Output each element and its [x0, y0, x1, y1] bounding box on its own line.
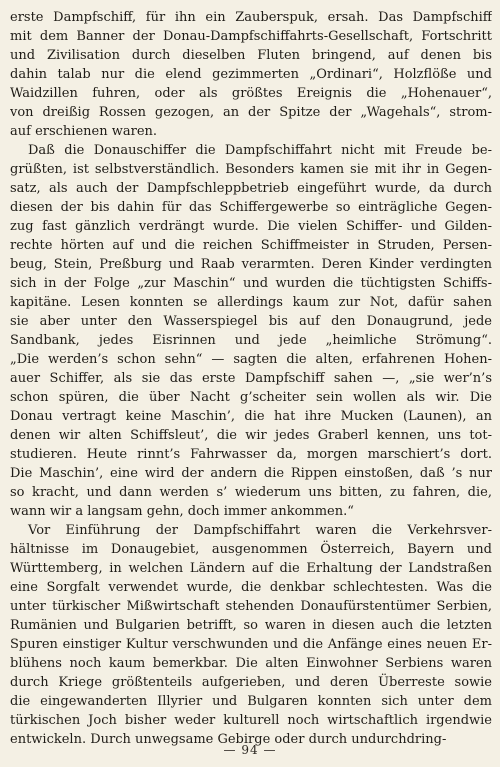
- text-line: Waidzillen fuhren, oder als größtes Ereignis die „Hohenauer“,: [10, 86, 492, 101]
- text-line: Vor Einführung der Dampfschiffahrt waren die Verkehrsver-: [28, 523, 492, 538]
- paragraph: [10, 8, 492, 141]
- text-line: so kracht, und dann werden s’ wiederum uns bitten, zu fahren, die,: [10, 485, 492, 500]
- text-line: von dreißig Rossen gezogen, an der Spitze der „Wagehals“, strom-: [10, 105, 492, 120]
- text-line: hältnisse im Donaugebiet, ausgenommen Österreich, Bayern und: [10, 542, 492, 557]
- text-line: grüßten, ist selbstverständlich. Besonders kamen sie mit ihr in Gegen-: [10, 162, 492, 177]
- text-line: Spuren einstiger Kultur verschwunden und die Anfänge eines neuen Er-: [10, 637, 492, 652]
- text-line: schon spüren, die über Nacht g’scheiter sein wollen als wir. Die: [10, 390, 492, 405]
- text-line: denen wir alten Schiffsleut’, die wir jedes Graberl kennen, uns tot-: [10, 428, 492, 443]
- text-line: sich in der Folge „zur Maschin“ und wurden die tüchtigsten Schiffs-: [10, 276, 492, 291]
- text-line: studieren. Heute rinnt’s Fahrwasser da, morgen marschiert’s dort.: [10, 447, 492, 462]
- text-line: mit dem Banner der Donau-Dampfschiffahrts-Gesellschaft, Fortschritt: [10, 29, 492, 44]
- text-line: türkischen Joch bisher weder kulturell noch wirtschaftlich irgendwie: [10, 713, 492, 728]
- text-line: entwickeln. Durch unwegsame Gebirge oder durch undurchdring-: [10, 732, 447, 747]
- text-line: Württemberg, in welchen Ländern auf die Erhaltung der Landstraßen: [10, 561, 492, 576]
- text-line: Daß die Donauschiffer die Dampfschiffahrt nicht mit Freude be-: [28, 143, 492, 158]
- text-line: „Die werden’s schon sehn“ — sagten die alten, erfahrenen Hohen-: [10, 352, 492, 367]
- text-line: eine Sorgfalt verwendet wurde, die denkbar schlechtesten. Was die: [10, 580, 492, 595]
- text-line: blühens noch kaum bemerkbar. Die alten Einwohner Serbiens waren: [10, 656, 492, 671]
- text-line: kapitäne. Lesen konnten se allerdings kaum zur Not, dafür sahen: [10, 295, 492, 310]
- text-line: durch Kriege größtenteils aufgerieben, und deren Überreste sowie: [10, 675, 492, 690]
- paragraph: [10, 521, 492, 749]
- text-line: satz, als auch der Dampfschleppbetrieb eingeführt wurde, da durch: [10, 181, 492, 196]
- text-line: Die Maschin’, eine wird der andern die Rippen einstoßen, daß ’s nur: [10, 466, 492, 481]
- text-line: auf erschienen waren.: [10, 124, 158, 139]
- text-line: dahin talab nur die elend gezimmerten „Ordinari“, Holzflöße und: [10, 67, 492, 82]
- paragraph: [10, 141, 492, 521]
- text-line: diesen der bis dahin für das Schiffergewerbe so einträgliche Gegen-: [10, 200, 492, 215]
- text-line: zug fast gänzlich verdrängt wurde. Die vielen Schiffer- und Gilden-: [10, 219, 492, 234]
- text-line: die eingewanderten Illyrier und Bulgaren konnten sich unter dem: [10, 694, 492, 709]
- text-line: beug, Stein, Preßburg und Raab verarmten. Deren Kinder verdingten: [10, 257, 492, 272]
- text-line: erste Dampfschiff, für ihn ein Zauberspuk, ersah. Das Dampfschiff: [10, 10, 492, 25]
- text-line: sie aber unter den Wasserspiegel bis auf den Donaugrund, jede: [10, 314, 492, 329]
- text-line: und Zivilisation durch dieselben Fluten bringend, auf denen bis: [10, 48, 492, 63]
- text-line: auer Schiffer, als sie das erste Dampfschiff sahen —, „sie wer’n’s: [10, 371, 492, 386]
- body-text: [10, 8, 492, 749]
- text-line: Rumänien und Bulgarien betrifft, so waren in diesen auch die letzten: [10, 618, 492, 633]
- text-line: Sandbank, jedes Eisrinnen und jede „heimliche Strömung“.: [10, 333, 492, 348]
- page-number: — 94 —: [223, 743, 277, 757]
- text-line: rechte hörten auf und die reichen Schiffmeister in Struden, Persen-: [10, 238, 492, 253]
- text-line: wann wir a langsam gehn, doch immer ankommen.“: [10, 504, 354, 519]
- text-line: unter türkischer Mißwirtschaft stehenden Donaufürstentümer Serbien,: [10, 599, 492, 614]
- text-line: Donau vertragt keine Maschin’, die hat ihre Mucken (Launen), an: [10, 409, 492, 424]
